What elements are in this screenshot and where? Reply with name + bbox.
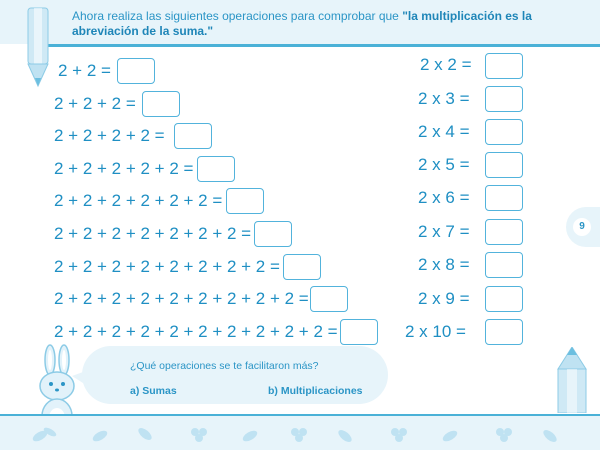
page-number: 9 [573, 218, 591, 236]
product-answer-box[interactable] [485, 119, 523, 145]
sum-operation: 2 + 2 + 2 + 2 + 2 + 2 = [54, 191, 223, 210]
product-answer-box[interactable] [485, 86, 523, 112]
product-operation: 2 x 10 = [405, 322, 466, 341]
product-operation: 2 x 5 = [418, 155, 470, 174]
sum-operation: 2 + 2 + 2 + 2 + 2 + 2 + 2 + 2 = [54, 257, 280, 276]
product-answer-box[interactable] [485, 286, 523, 312]
product-operation: 2 x 3 = [418, 89, 470, 108]
sum-answer-box[interactable] [283, 254, 321, 280]
sum-operation: 2 + 2 + 2 + 2 + 2 + 2 + 2 + 2 + 2 + 2 = [54, 322, 338, 341]
product-operation: 2 x 9 = [418, 289, 470, 308]
sum-operation: 2 + 2 + 2 + 2 + 2 + 2 + 2 + 2 + 2 = [54, 289, 309, 308]
product-operation: 2 x 6 = [418, 188, 470, 207]
instruction-highlight: "la multiplicación es la abreviación de la suma." [72, 9, 532, 38]
option-sumas[interactable]: a) Sumas [130, 385, 177, 397]
sum-operation: 2 + 2 + 2 + 2 = [54, 126, 165, 145]
product-operation: 2 x 7 = [418, 222, 470, 241]
product-answer-box[interactable] [485, 185, 523, 211]
product-operation: 2 x 2 = [420, 55, 472, 74]
sum-operation: 2 + 2 + 2 + 2 + 2 = [54, 159, 194, 178]
sum-answer-box[interactable] [142, 91, 180, 117]
product-answer-box[interactable] [485, 53, 523, 79]
question-text: ¿Qué operaciones se te facilitaron más? [130, 360, 319, 372]
instruction-text [72, 9, 542, 39]
sum-answer-box[interactable] [310, 286, 348, 312]
sum-answer-box[interactable] [340, 319, 378, 345]
sum-answer-box[interactable] [197, 156, 235, 182]
sum-answer-box[interactable] [174, 123, 212, 149]
sum-operation: 2 + 2 + 2 + 2 + 2 + 2 + 2 = [54, 224, 252, 243]
option-multiplicaciones[interactable]: b) Multiplicaciones [268, 385, 363, 397]
pencil-icon [25, 6, 51, 88]
sum-answer-box[interactable] [254, 221, 292, 247]
instruction-lead: Ahora realiza las siguientes operaciones para comprobar que [72, 9, 403, 23]
product-answer-box[interactable] [485, 219, 523, 245]
sum-answer-box[interactable] [117, 58, 155, 84]
product-answer-box[interactable] [485, 319, 523, 345]
sum-operation: 2 + 2 = [58, 61, 111, 80]
header-divider [28, 44, 600, 47]
sum-answer-box[interactable] [226, 188, 264, 214]
product-answer-box[interactable] [485, 252, 523, 278]
footer-decoration [0, 416, 600, 450]
product-operation: 2 x 8 = [418, 255, 470, 274]
product-answer-box[interactable] [485, 152, 523, 178]
product-operation: 2 x 4 = [418, 122, 470, 141]
pencil-icon [552, 347, 592, 413]
sum-operation: 2 + 2 + 2 = [54, 94, 136, 113]
